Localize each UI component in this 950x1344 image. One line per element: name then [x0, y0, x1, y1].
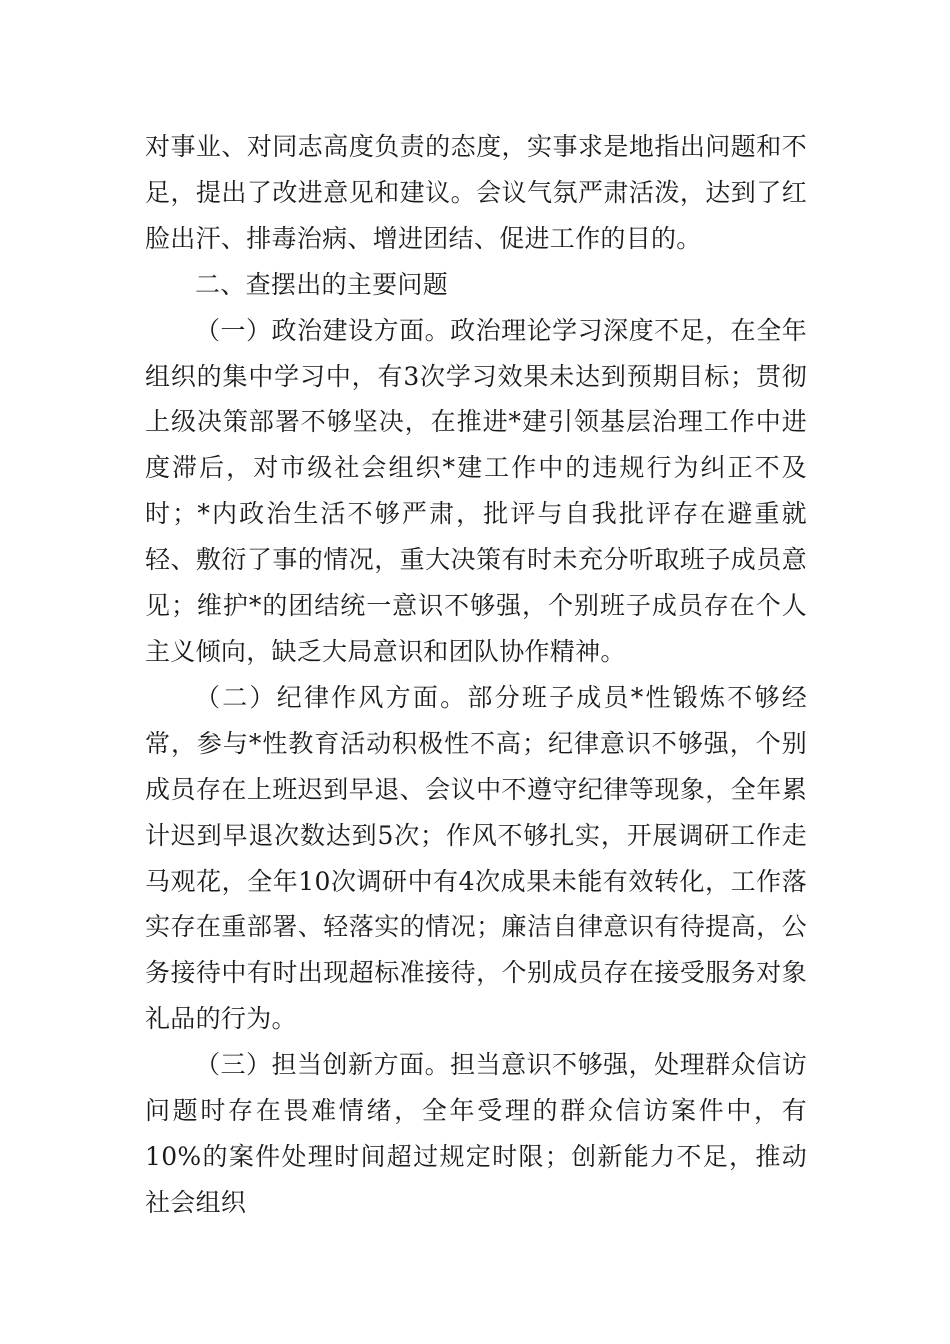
- paragraph-responsibility-innovation: （三）担当创新方面。担当意识不够强，处理群众信访问题时存在畏难情绪，全年受理的群众信访案件中，有10%的案件处理时间超过规定时限；创新能力不足，推动社会组织: [145, 1050, 807, 1217]
- section-heading-main-problems: 二、查摆出的主要问题: [195, 269, 449, 299]
- paragraph-political-construction: （一）政治建设方面。政治理论学习深度不足，在全年组织的集中学习中，有3次学习效果未达到预期目标；贯彻上级决策部署不够坚决，在推进*建引领基层治理工作中进度滞后，对市级社会组织*建工作中的违规行为纠正不及时；*内政治生活不够严肃，批评与自我批评存在避重就轻、敷衍了事的情况，重大决策有时未充分听取班子成员意见；维护*的团结统一意识不够强，个别班子成员存在个人主义倾向，缺乏大局意识和团队协作精神。: [145, 315, 807, 666]
- paragraph-intro-continuation: 对事业、对同志高度负责的态度，实事求是地指出问题和不足，提出了改进意见和建议。会议气氛严肃活泼，达到了红脸出汗、排毒治病、增进团结、促进工作的目的。: [145, 132, 807, 253]
- document-body: [145, 124, 807, 1226]
- paragraph-discipline-style: （二）纪律作风方面。部分班子成员*性锻炼不够经常，参与*性教育活动积极性不高；纪律意识不够强，个别成员存在上班迟到早退、会议中不遵守纪律等现象，全年累计迟到早退次数达到5次；作风不够扎实，开展调研工作走马观花，全年10次调研中有4次成果未能有效转化，工作落实存在重部署、轻落实的情况；廉洁自律意识有待提高，公务接待中有时出现超标准接待，个别成员存在接受服务对象礼品的行为。: [145, 682, 807, 1034]
